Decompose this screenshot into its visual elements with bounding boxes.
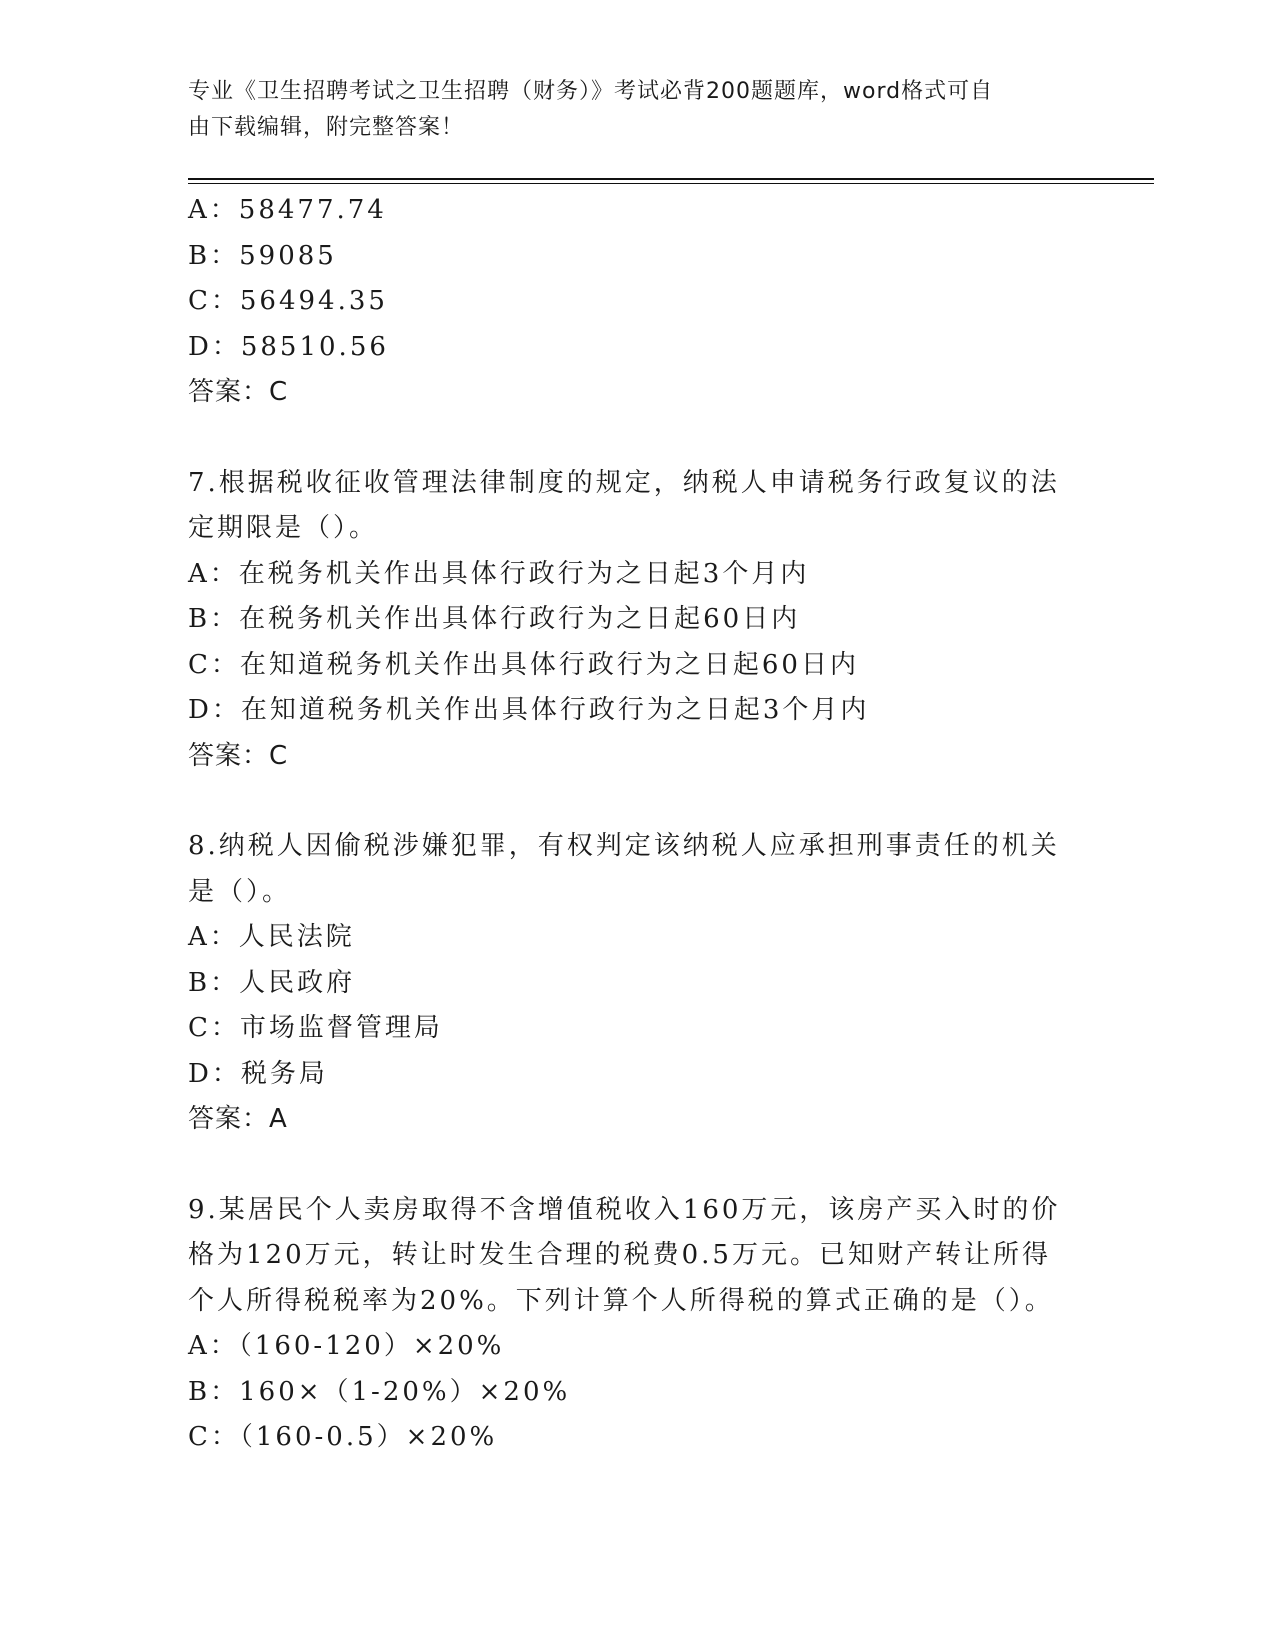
option-c: C：在知道税务机关作出具体行政行为之日起60日内	[188, 649, 859, 680]
option-a: A：在税务机关作出具体行政行为之日起3个月内	[188, 558, 810, 589]
answer-line: 答案：C	[188, 377, 289, 407]
question-stem-line: 个人所得税税率为20%。下列计算个人所得税的算式正确的是（）。	[188, 1285, 1054, 1316]
question-stem-line: 是（）。	[188, 876, 292, 907]
option-b: B：59085	[188, 240, 337, 271]
option-d: D：税务局	[188, 1058, 328, 1089]
document-header	[188, 74, 1068, 146]
header-line-2: 由下载编辑，附完整答案！	[188, 115, 465, 140]
question-spacer	[188, 779, 1088, 824]
option-b: B：160×（1-20%）×20%	[188, 1376, 571, 1407]
question-spacer	[188, 1143, 1088, 1188]
question-stem-line: 9.某居民个人卖房取得不含增值税收入160万元，该房产买入时的价	[188, 1194, 1061, 1225]
option-a: A：人民法院	[188, 922, 355, 952]
option-d: D：58510.56	[188, 331, 389, 362]
question-stem-line: 7.根据税收征收管理法律制度的规定，纳税人申请税务行政复议的法	[188, 467, 1060, 498]
option-c: C：市场监督管理局	[188, 1013, 443, 1043]
option-b: B：在税务机关作出具体行政行为之日起60日内	[188, 604, 801, 634]
option-a: A：58477.74	[188, 195, 387, 225]
header-line-1: 专业《卫生招聘考试之卫生招聘（财务）》考试必背200题题库，word格式可自	[188, 79, 994, 104]
question-stem-line: 8.纳税人因偷税涉嫌犯罪，有权判定该纳税人应承担刑事责任的机关	[188, 831, 1060, 861]
option-c: C：（160-0.5）×20%	[188, 1422, 498, 1452]
option-c: C：56494.35	[188, 286, 388, 316]
header-divider-thick	[188, 178, 1154, 180]
header-divider-thin	[188, 183, 1154, 184]
question-spacer	[188, 416, 1088, 461]
question-list	[188, 188, 1088, 1461]
option-a: A：（160-120）×20%	[188, 1331, 505, 1361]
answer-line: 答案：C	[188, 740, 289, 771]
question-stem-line: 定期限是（）。	[188, 513, 379, 543]
option-b: B：人民政府	[188, 967, 356, 998]
answer-line: 答案：A	[188, 1104, 288, 1134]
question-stem-line: 格为120万元，转让时发生合理的税费0.5万元。已知财产转让所得	[188, 1240, 1051, 1270]
option-d: D：在知道税务机关作出具体行政行为之日起3个月内	[188, 695, 870, 725]
question-7	[188, 461, 1088, 780]
question-8	[188, 824, 1088, 1143]
question-9	[188, 1188, 1088, 1461]
question-6	[188, 188, 1088, 416]
